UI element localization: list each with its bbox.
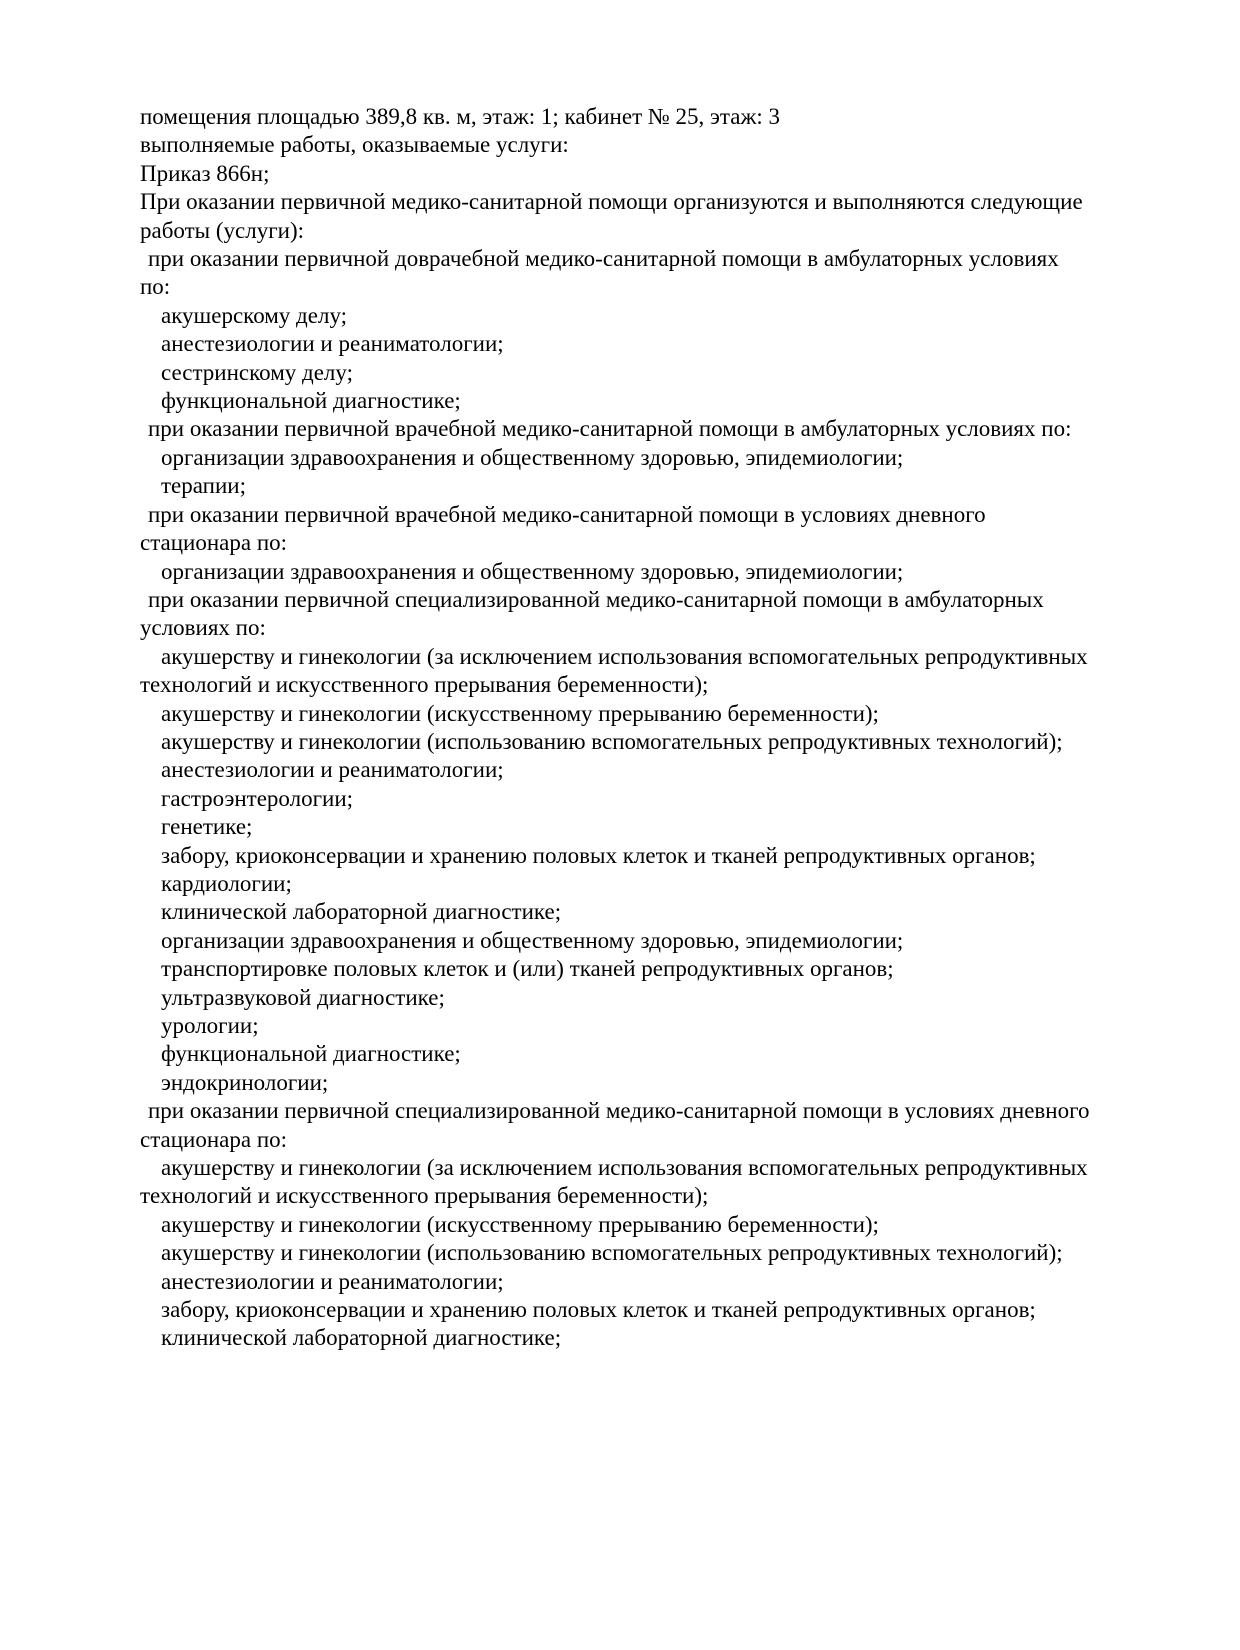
document-line: функциональной диагностике; <box>161 1041 461 1067</box>
document-line: анестезиологии и реаниматологии; <box>161 757 504 783</box>
document-line: клинической лабораторной диагностике; <box>161 899 562 925</box>
document-line: при оказании первичной специализированной медико-санитарной помощи в амбулаторных <box>148 586 1044 612</box>
document-line: акушерству и гинекологии (за исключением использования вспомогательных репродуктивных <box>161 643 1088 669</box>
document-line: по: <box>140 274 171 300</box>
document-line: акушерству и гинекологии (искусственному прерыванию беременности); <box>161 1211 879 1237</box>
document-line: выполняемые работы, оказываемые услуги: <box>140 132 569 158</box>
document-text <box>0 103 1240 1353</box>
document-line: функциональной диагностике; <box>161 388 461 414</box>
document-line: анестезиологии и реаниматологии; <box>161 331 504 357</box>
document-line: транспортировке половых клеток и (или) тканей репродуктивных органов; <box>161 956 894 982</box>
document-line: урологии; <box>161 1013 259 1038</box>
document-line: кардиологии; <box>161 870 292 896</box>
document-line: при оказании первичной врачебной медико-санитарной помощи в условиях дневного <box>148 501 986 527</box>
document-line: акушерскому делу; <box>161 302 348 328</box>
document-line: стационара по: <box>140 1126 288 1152</box>
document-line: технологий и искусственного прерывания беременности); <box>140 1183 709 1209</box>
document-line: условиях по: <box>140 615 266 641</box>
document-line: акушерству и гинекологии (за исключением использования вспомогательных репродуктивных <box>161 1155 1088 1181</box>
document-line: акушерству и гинекологии (использованию вспомогательных репродуктивных технологий); <box>161 1240 1063 1266</box>
document-line: организации здравоохранения и общественному здоровью, эпидемиологии; <box>161 444 904 470</box>
document-line: помещения площадью 389,8 кв. м, этаж: 1; кабинет № 25, этаж: 3 <box>140 104 781 129</box>
document-line: анестезиологии и реаниматологии; <box>161 1268 504 1294</box>
document-line: гастроэнтерологии; <box>161 785 354 811</box>
document-line: стационара по: <box>140 530 288 556</box>
document-line: забору, криоконсервации и хранению половых клеток и тканей репродуктивных органов; <box>161 1297 1036 1323</box>
document-line: при оказании первичной специализированной медико-санитарной помощи в условиях дневного <box>148 1098 1090 1124</box>
document-line: организации здравоохранения и общественному здоровью, эпидемиологии; <box>161 558 904 584</box>
document-line: технологий и искусственного прерывания беременности); <box>140 672 709 698</box>
document-line: терапии; <box>161 473 246 499</box>
document-line: сестринскому делу; <box>161 359 353 385</box>
document-line: при оказании первичной врачебной медико-санитарной помощи в амбулаторных условиях по: <box>148 416 1072 442</box>
document-line: клинической лабораторной диагностике; <box>161 1325 562 1351</box>
document-line: забору, криоконсервации и хранению половых клеток и тканей репродуктивных органов; <box>161 842 1036 868</box>
document-line: при оказании первичной доврачебной медико-санитарной помощи в амбулаторных условиях <box>148 246 1059 272</box>
document-line: ультразвуковой диагностике; <box>161 984 445 1010</box>
document-line: генетике; <box>161 814 253 840</box>
document-line: акушерству и гинекологии (использованию вспомогательных репродуктивных технологий); <box>161 728 1063 754</box>
document-line: эндокринологии; <box>161 1069 329 1095</box>
document-line: Приказ 866н; <box>140 160 270 186</box>
document-line: При оказании первичной медико-санитарной помощи организуются и выполняются следующие <box>140 189 1083 215</box>
document-line: акушерству и гинекологии (искусственному прерыванию беременности); <box>161 700 879 726</box>
document-line: работы (услуги): <box>140 217 304 243</box>
document-line: организации здравоохранения и общественному здоровью, эпидемиологии; <box>161 927 904 953</box>
